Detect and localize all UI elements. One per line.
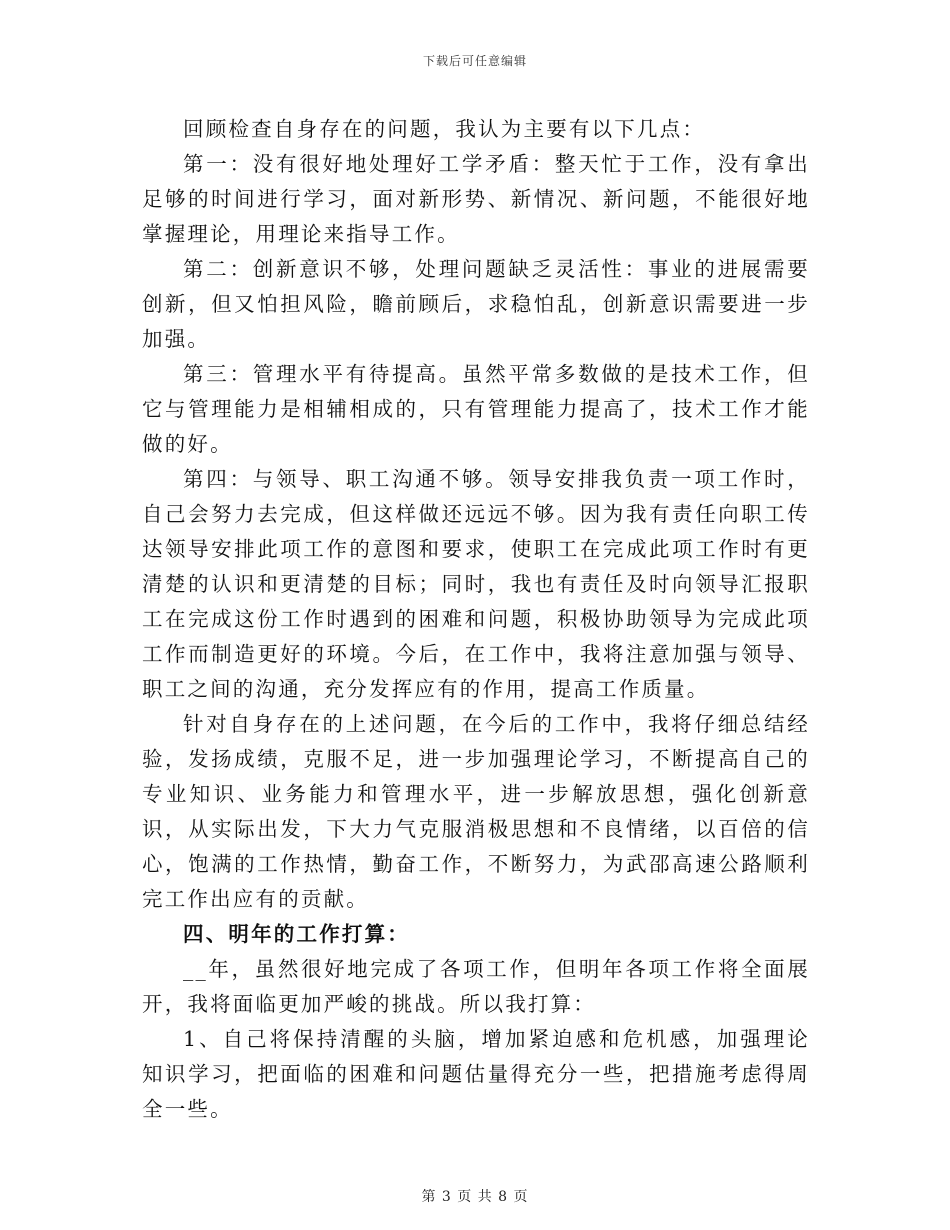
paragraph-point-3: 第三：管理水平有待提高。虽然平常多数做的是技术工作，但它与管理能力是相辅相成的，只有管理能力提高了，技术工作才能做的好。 (142, 362, 810, 456)
section-heading: 四、明年的工作打算： (183, 922, 410, 946)
paragraph-point-1: 第一：没有很好地处理好工学矛盾：整天忙于工作，没有拿出足够的时间进行学习，面对新形势、新情况、新问题，不能很好地掌握理论，用理论来指导工作。 (142, 152, 810, 246)
page-header: 下载后可任意编辑 (422, 54, 527, 68)
paragraph-summary: 针对自身存在的上述问题，在今后的工作中，我将仔细总结经验，发扬成绩，克服不足，进一步加强理论学习，不断提高自己的专业知识、业务能力和管理水平，进一步解放思想，强化创新意识，从实际出发，下大力气克服消极思想和不良情绪，以百倍的信心，饱满的工作热情，勤奋工作，不断努力，为武邵高速公路顺利完工作出应有的贡献。 (142, 712, 810, 911)
paragraph-point-2: 第二：创新意识不够，处理问题缺乏灵活性：事业的进展需要创新，但又怕担风险，瞻前顾后，求稳怕乱，创新意识需要进一步加强。 (142, 257, 810, 351)
page-number: 第 3 页 共 8 页 (421, 1189, 529, 1205)
paragraph-plan-intro: __年，虽然很好地完成了各项工作，但明年各项工作将全面展开，我将面临更加严峻的挑战。所以我打算： (142, 957, 810, 1016)
paragraph-plan-1: 1、自己将保持清醒的头脑，增加紧迫感和危机感，加强理论知识学习，把面临的困难和问题估量得充分一些，把措施考虑得周全一些。 (142, 1027, 810, 1121)
paragraph-intro: 回顾检查自身存在的问题，我认为主要有以下几点： (183, 117, 706, 141)
document-body (142, 112, 810, 1127)
paragraph-point-4: 第四：与领导、职工沟通不够。领导安排我负责一项工作时，自己会努力去完成，但这样做还远远不够。因为我有责任向职工传达领导安排此项工作的意图和要求，使职工在完成此项工作时有更清楚的认识和更清楚的目标；同时，我也有责任及时向领导汇报职工在完成这份工作时遇到的困难和问题，积极协助领导为完成此项工作而制造更好的环境。今后，在工作中，我将注意加强与领导、职工之间的沟通，充分发挥应有的作用，提高工作质量。 (142, 467, 810, 701)
